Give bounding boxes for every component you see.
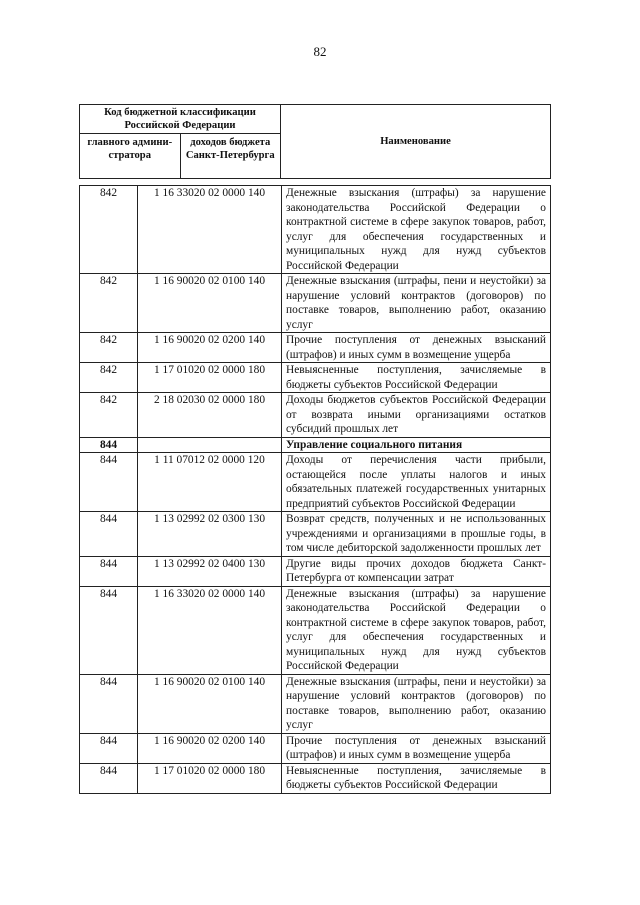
name-cell [282,393,551,438]
admin-code-cell: 844 [80,556,138,586]
admin-code-cell: 844 [80,674,138,733]
header-col-income: доходов бюджета Санкт-Петербурга [180,134,281,179]
name-cell [282,763,551,793]
name-cell [282,586,551,674]
table-row [80,274,551,333]
table-row [80,586,551,674]
table-row [80,556,551,586]
income-code-cell: 1 16 90020 02 0100 140 [138,674,282,733]
admin-code-cell: 842 [80,393,138,438]
name-text: Денежные взыскания (штрафы) за нарушение законодательства Российской Федерации о контрактной системе в сфере закупок товаров, работ, услуг для обеспечения государственных и муниципальных нужд для нужд субъектов Российской Федерации [286,187,546,272]
name-cell [282,363,551,393]
name-text: Другие виды прочих доходов бюджета Санкт-Петербурга от компенсации затрат [286,557,546,584]
table-row [80,733,551,763]
income-code-cell: 1 17 01020 02 0000 180 [138,363,282,393]
income-code-cell [138,437,282,453]
table-row [80,437,551,453]
admin-code-cell: 844 [80,763,138,793]
table-row [80,512,551,557]
header-col-name: Наименование [281,105,551,179]
name-text: Управление социального питания [286,438,463,451]
admin-code-cell: 844 [80,453,138,512]
page-number: 82 [313,44,327,59]
budget-table [79,185,551,794]
table-header [79,104,551,179]
income-code-cell: 1 16 33020 02 0000 140 [138,586,282,674]
header-group-title: Код бюджетной классификации Российской Федерации [80,105,281,134]
name-cell [282,674,551,733]
income-code-cell: 1 13 02992 02 0300 130 [138,512,282,557]
admin-code-cell: 844 [80,437,138,453]
admin-code-cell: 842 [80,363,138,393]
name-cell [282,274,551,333]
name-text: Прочие поступления от денежных взысканий (штрафов) и иных сумм в возмещение ущерба [286,334,546,361]
admin-code-cell: 842 [80,333,138,363]
income-code-cell: 1 16 90020 02 0200 140 [138,333,282,363]
name-cell [282,733,551,763]
income-code-cell: 2 18 02030 02 0000 180 [138,393,282,438]
name-text: Невыясненные поступления, зачисляемые в бюджеты субъектов Российской Федерации [286,364,546,391]
table-row [80,363,551,393]
name-text: Невыясненные поступления, зачисляемые в бюджеты субъектов Российской Федерации [286,764,546,791]
table-body [80,186,551,794]
name-text: Денежные взыскания (штрафы, пени и неустойки) за нарушение условий контрактов (договоров) по поставке товаров, выполнению работ, оказанию услуг [286,275,546,331]
table-row [80,674,551,733]
admin-code-cell: 842 [80,274,138,333]
table-row [80,763,551,793]
name-cell [282,186,551,274]
name-text: Денежные взыскания (штрафы) за нарушение законодательства Российской Федерации о контрактной системе в сфере закупок товаров, работ, услуг для обеспечения государственных и муниципальных нужд для нужд субъектов Российской Федерации [286,587,546,672]
name-cell [282,437,551,453]
income-code-cell: 1 11 07012 02 0000 120 [138,453,282,512]
name-text: Доходы от перечисления части прибыли, остающейся после уплаты налогов и иных обязательных платежей государственных унитарных предприятий субъектов Российской Федерации [286,454,546,510]
income-code-cell: 1 16 33020 02 0000 140 [138,186,282,274]
name-cell [282,333,551,363]
table-row [80,333,551,363]
name-text: Прочие поступления от денежных взысканий (штрафов) и иных сумм в возмещение ущерба [286,734,546,761]
name-text: Денежные взыскания (штрафы, пени и неустойки) за нарушение условий контрактов (договоров) по поставке товаров, выполнению работ, оказанию услуг [286,675,546,731]
table-row [80,453,551,512]
name-text: Доходы бюджетов субъектов Российской Федерации от возврата иными организациями остатков субсидий прошлых лет [286,394,546,435]
admin-code-cell: 844 [80,733,138,763]
admin-code-cell: 844 [80,586,138,674]
table-row [80,393,551,438]
income-code-cell: 1 16 90020 02 0200 140 [138,733,282,763]
name-cell [282,556,551,586]
header-col-admin: главного админи-стратора [80,134,181,179]
income-code-cell: 1 13 02992 02 0400 130 [138,556,282,586]
income-code-cell: 1 17 01020 02 0000 180 [138,763,282,793]
admin-code-cell: 842 [80,186,138,274]
name-text: Возврат средств, полученных и не использованных учреждениями и организациями в прошлые годы, в том числе дебиторской задолженности прошлых лет [286,513,546,554]
income-code-cell: 1 16 90020 02 0100 140 [138,274,282,333]
table-row [80,186,551,274]
name-cell [282,512,551,557]
admin-code-cell: 844 [80,512,138,557]
name-cell [282,453,551,512]
